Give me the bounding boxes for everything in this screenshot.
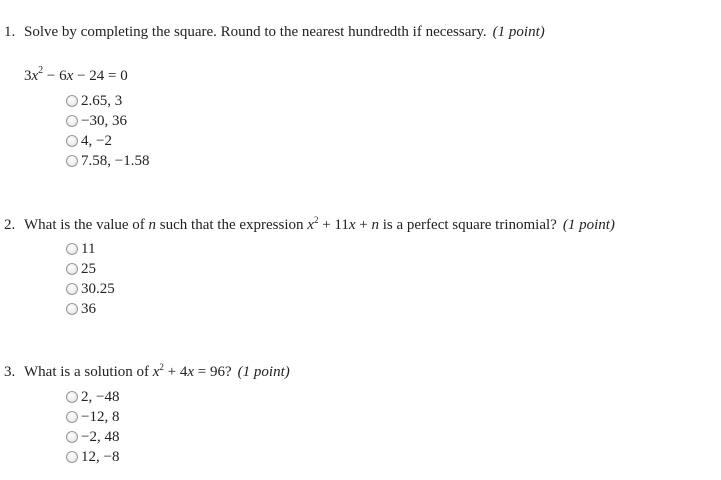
answer-options — [66, 387, 119, 467]
radio-button[interactable] — [66, 303, 78, 315]
option-label: 12, −8 — [81, 449, 120, 465]
points-label: (1 point) — [492, 24, 545, 40]
question-number: 3. — [4, 364, 16, 380]
answer-options — [66, 91, 149, 171]
points-label: (1 point) — [562, 217, 615, 233]
points-label: (1 point) — [237, 364, 290, 380]
option-label: −30, 36 — [81, 113, 127, 129]
answer-option[interactable] — [66, 239, 115, 259]
option-label: 2.65, 3 — [81, 93, 123, 109]
answer-option[interactable] — [66, 299, 115, 319]
radio-button[interactable] — [66, 155, 78, 167]
option-label: 2, −48 — [81, 389, 120, 405]
equation: $3x^2 - 6x - 24 = 0$ — [24, 65, 128, 84]
question-text: Solve by completing the square. Round to the nearest hundredth if necessary. — [24, 24, 487, 40]
answer-option[interactable] — [66, 151, 149, 171]
answer-option[interactable] — [66, 427, 119, 447]
radio-button[interactable] — [66, 115, 78, 127]
answer-option[interactable] — [66, 279, 115, 299]
radio-button[interactable] — [66, 135, 78, 147]
question-number: 2. — [4, 217, 16, 233]
answer-option[interactable] — [66, 259, 115, 279]
option-label: 25 — [81, 261, 96, 277]
option-label: −12, 8 — [81, 409, 120, 425]
radio-button[interactable] — [66, 95, 78, 107]
radio-button[interactable] — [66, 391, 78, 403]
question-3-prompt: 3. What is a solution of $x^2 + 4x = 96$? (1 point) — [4, 362, 290, 380]
answer-option[interactable] — [66, 447, 119, 467]
radio-button[interactable] — [66, 263, 78, 275]
question-2-prompt: 2. What is the value of n such that the expression $x^2 + 11x + n$ is a perfect square trinomial? (1 point) — [4, 215, 615, 233]
option-label: 4, −2 — [81, 133, 112, 149]
answer-option[interactable] — [66, 131, 149, 151]
option-label: 36 — [81, 301, 96, 317]
option-label: 11 — [81, 241, 96, 257]
question-number: 1. — [4, 24, 16, 40]
option-label: 30.25 — [81, 281, 115, 297]
option-label: −2, 48 — [81, 429, 120, 445]
option-label: 7.58, −1.58 — [81, 153, 150, 169]
answer-option[interactable] — [66, 387, 119, 407]
answer-option[interactable] — [66, 407, 119, 427]
radio-button[interactable] — [66, 451, 78, 463]
radio-button[interactable] — [66, 283, 78, 295]
radio-button[interactable] — [66, 243, 78, 255]
answer-option[interactable] — [66, 111, 149, 131]
radio-button[interactable] — [66, 431, 78, 443]
question-1-prompt — [4, 23, 545, 41]
radio-button[interactable] — [66, 411, 78, 423]
answer-option[interactable] — [66, 91, 149, 111]
answer-options — [66, 239, 115, 319]
